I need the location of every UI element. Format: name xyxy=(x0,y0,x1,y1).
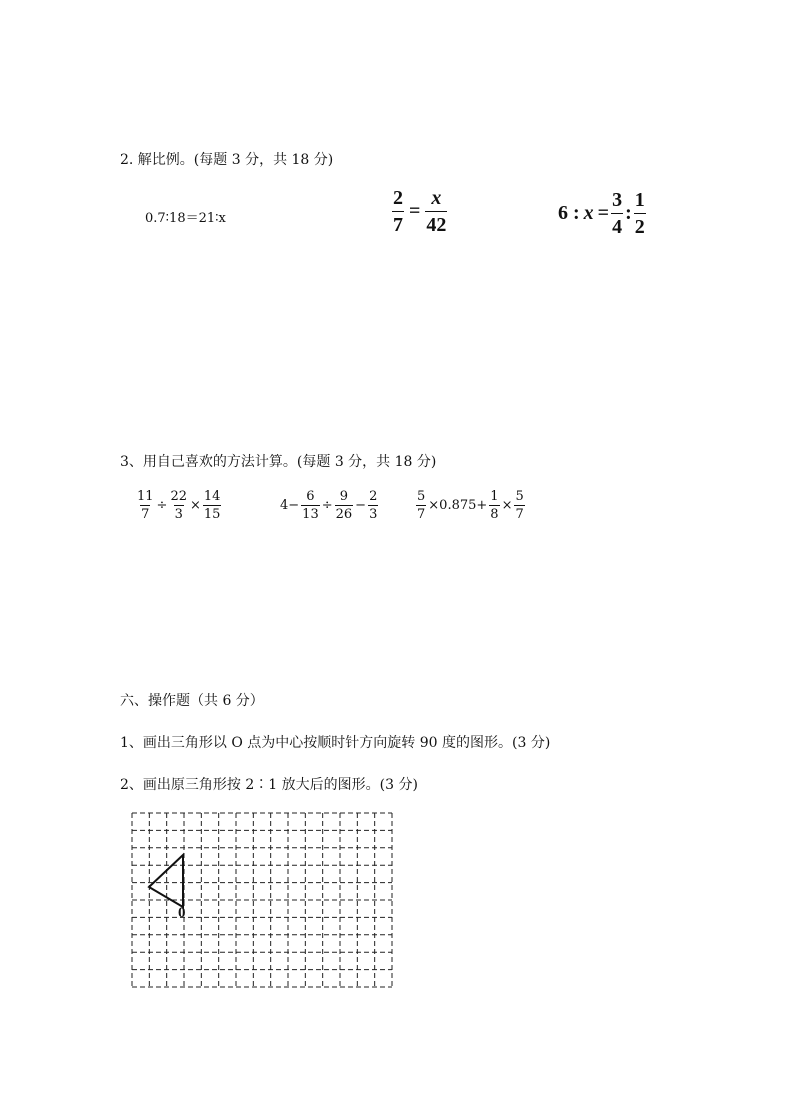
fraction: $\frac{5}{7}$ xyxy=(515,489,524,522)
fraction: $\frac{11}{7}$ xyxy=(137,489,154,522)
denominator: 42 xyxy=(425,211,447,235)
triangle-shape xyxy=(149,855,183,907)
multiply-sign: × xyxy=(190,498,201,513)
fraction xyxy=(611,190,623,237)
numerator: 2 xyxy=(393,187,403,209)
fraction: $\frac{5}{7}$ xyxy=(417,489,426,522)
fraction: $\frac{9}{26}$ xyxy=(335,489,353,522)
fraction: $\frac{1}{8}$ xyxy=(490,489,499,522)
fraction xyxy=(425,188,447,235)
divide-sign: ÷ xyxy=(156,498,168,513)
question-1: 1、画出三角形以 O 点为中心按顺时针方向旋转 90 度的图形。(3 分) xyxy=(120,735,551,751)
calc-expr1 xyxy=(136,490,221,521)
fraction: $\frac{14}{15}$ xyxy=(203,489,221,522)
point-o-label: 0 xyxy=(178,905,186,921)
fraction: $\frac{22}{3}$ xyxy=(170,489,187,522)
fraction: $\frac{6}{13}$ xyxy=(302,489,319,522)
denominator: 4 xyxy=(611,213,623,237)
expr3-mid: ×0.875+ xyxy=(428,498,488,513)
section2-heading: 2. 解比例。(每题 3 分，共 18 分) xyxy=(120,152,334,168)
minus-sign: − xyxy=(355,498,367,513)
divide-sign: ÷ xyxy=(321,498,333,513)
denominator: 7 xyxy=(392,211,404,235)
dashed-grid[interactable] xyxy=(130,811,394,991)
question-2: 2、画出原三角形按 2∶1 放大后的图形。(3 分) xyxy=(120,777,418,793)
denominator: 2 xyxy=(634,213,646,237)
numerator: 3 xyxy=(612,189,623,211)
eq3-lead: 6 : xyxy=(558,202,580,224)
section6-heading: 六、操作题（共 6 分） xyxy=(120,693,264,709)
calc-expr3 xyxy=(416,490,525,521)
proportion-eq3 xyxy=(558,190,646,237)
numerator: x xyxy=(431,187,442,209)
eq3-var: x xyxy=(583,202,594,224)
calc-expr2 xyxy=(280,490,378,521)
expr2-lead: 4− xyxy=(280,498,300,513)
equals-sign: = xyxy=(409,200,421,222)
section3-heading: 3、用自己喜欢的方法计算。(每题 3 分，共 18 分) xyxy=(120,454,437,470)
fraction xyxy=(634,190,646,237)
multiply-sign: × xyxy=(501,498,513,513)
proportion-eq1: 0.7∶18＝21∶x xyxy=(145,211,226,226)
fraction: $\frac{2}{3}$ xyxy=(369,489,378,522)
proportion-eq2 xyxy=(392,188,447,235)
fraction xyxy=(392,188,404,235)
equals-sign: = xyxy=(597,202,610,224)
ratio-colon: : xyxy=(625,202,632,224)
numerator: 1 xyxy=(634,189,645,211)
